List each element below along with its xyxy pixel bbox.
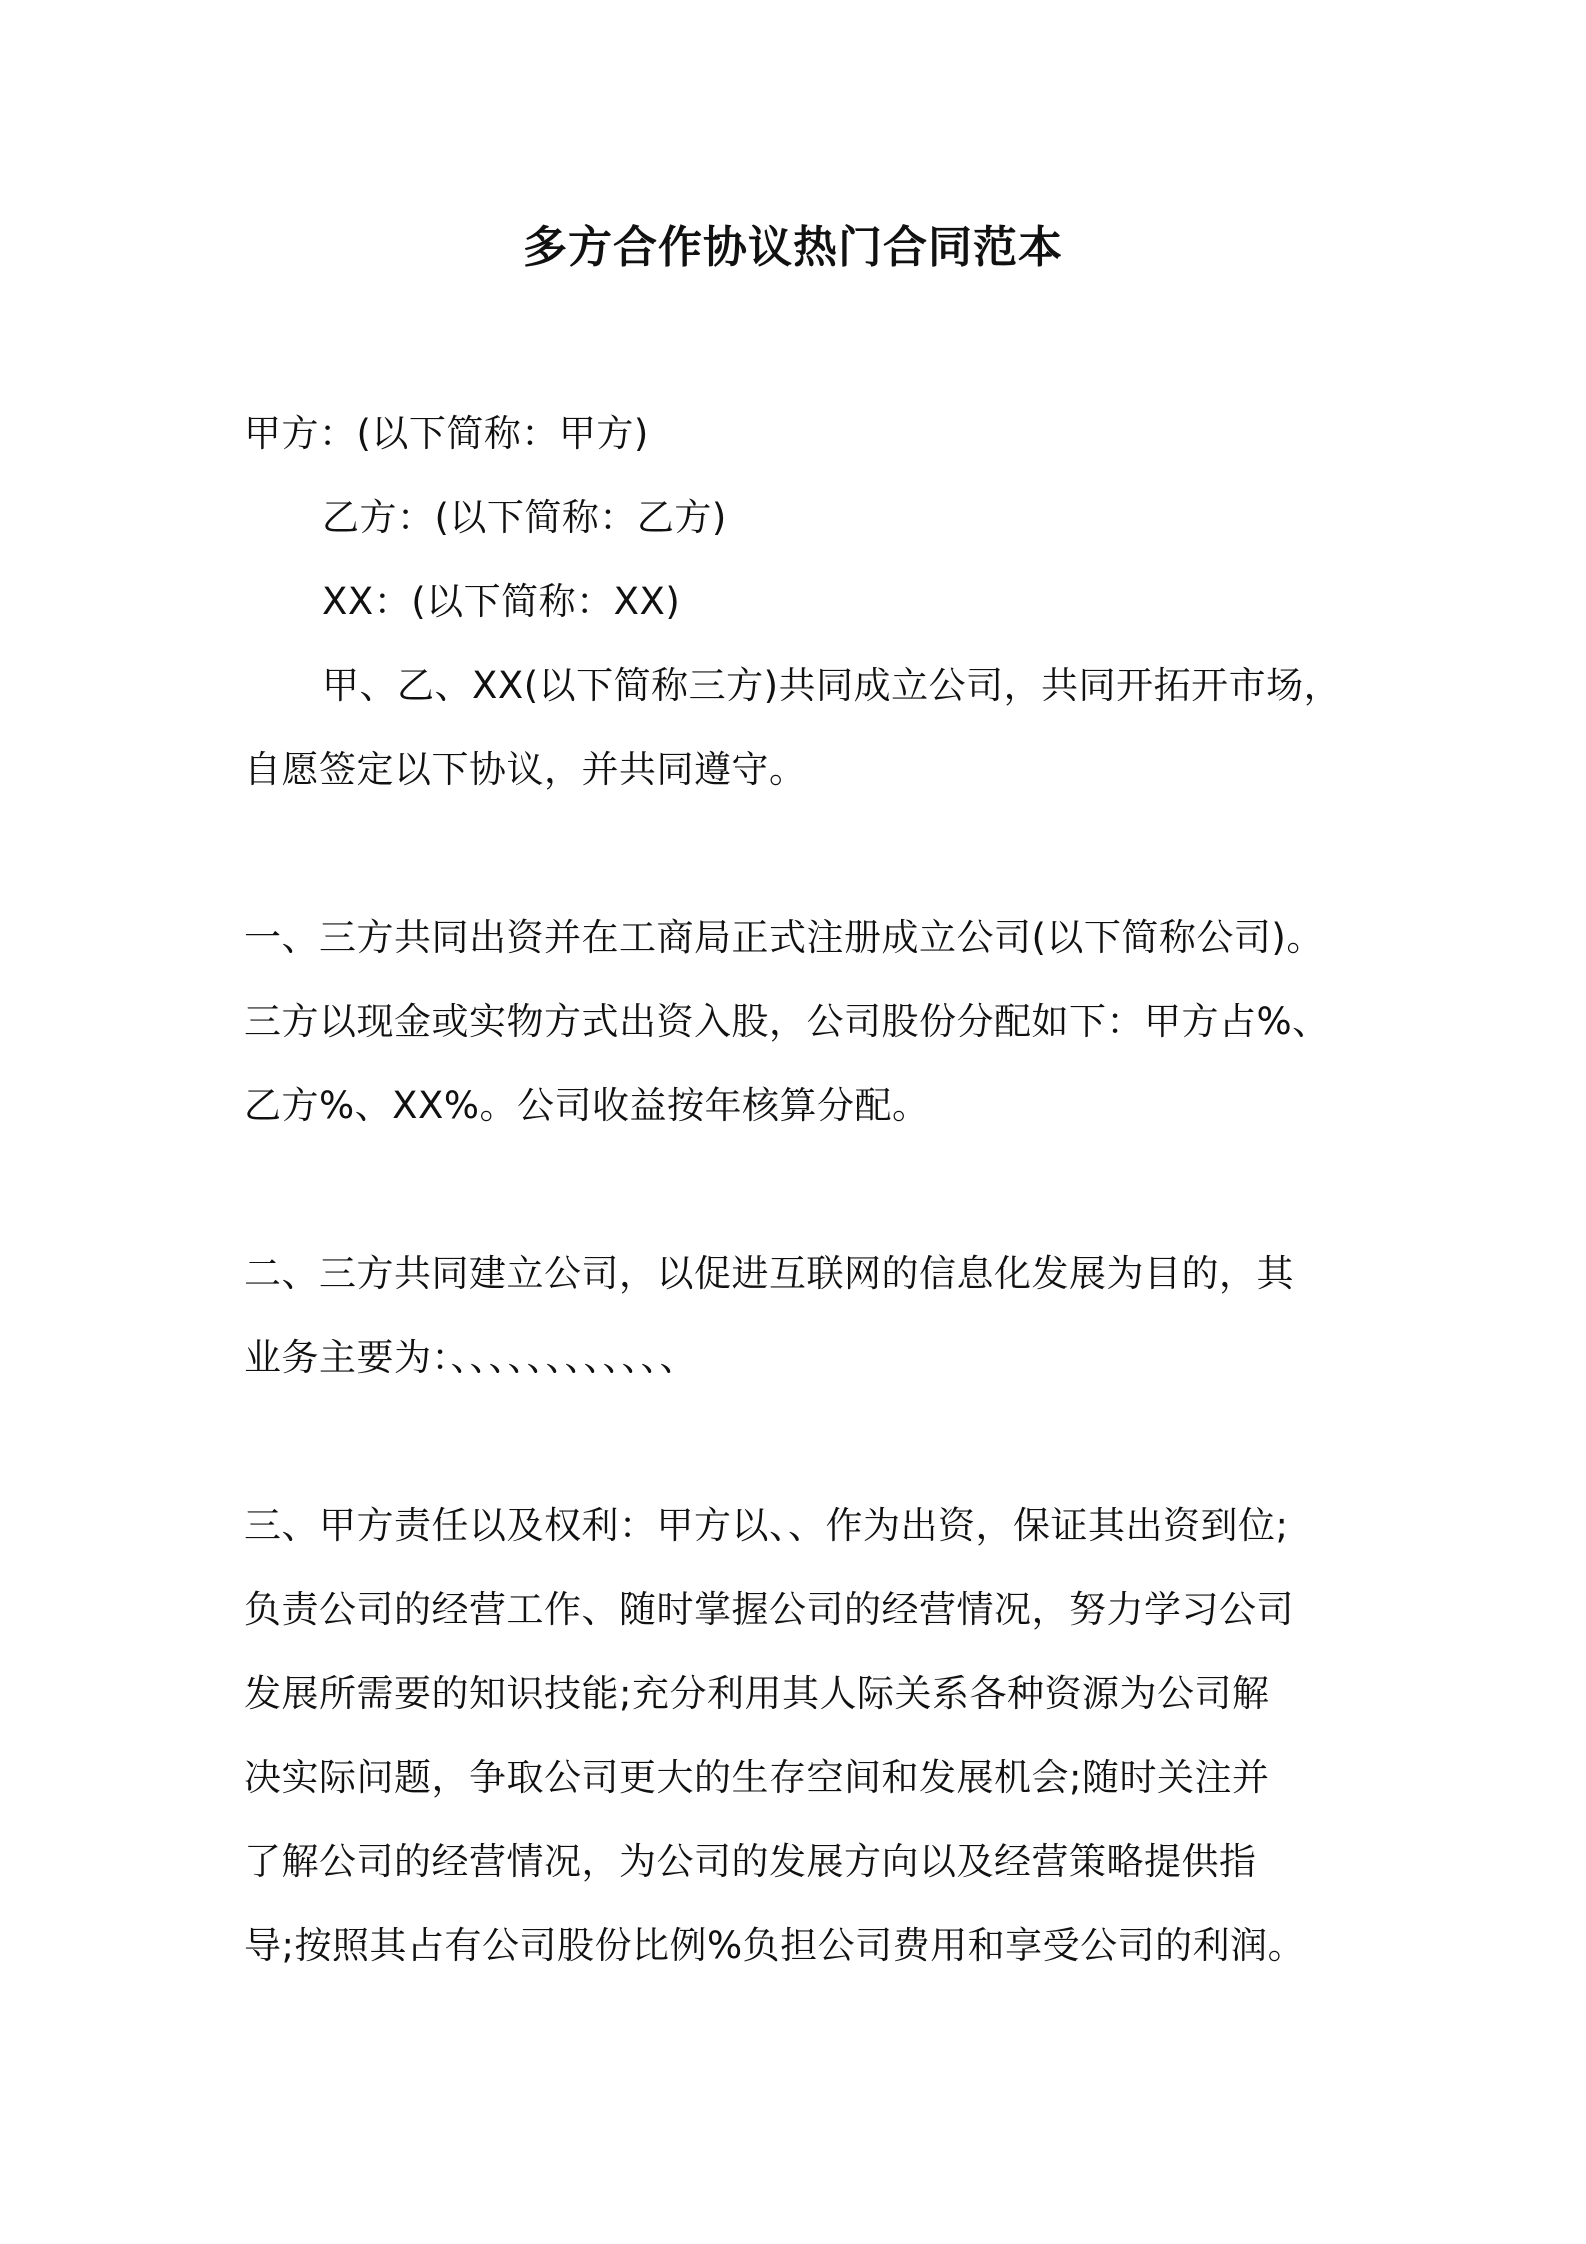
article-2-line-1: 二、三方共同建立公司，以促进互联网的信息化发展为目的，其 bbox=[244, 1252, 1294, 1295]
document-title: 多方合作协议热门合同范本 bbox=[523, 222, 1063, 273]
article-1-line-1: 一、三方共同出资并在工商局正式注册成立公司(以下简称公司)。 bbox=[244, 916, 1324, 959]
article-3-line-4: 决实际问题，争取公司更大的生存空间和发展机会;随时关注并 bbox=[244, 1756, 1270, 1799]
article-3-line-6: 导;按照其占有公司股份比例%负担公司费用和享受公司的利润。 bbox=[244, 1924, 1306, 1967]
article-3-line-3: 发展所需要的知识技能;充分利用其人际关系各种资源为公司解 bbox=[244, 1672, 1270, 1715]
party-a-line: 甲方：(以下简称：甲方) bbox=[244, 412, 649, 455]
article-1-line-3: 乙方%、XX%。公司收益按年核算分配。 bbox=[244, 1084, 930, 1127]
preamble-line-2: 自愿签定以下协议，并共同遵守。 bbox=[244, 748, 807, 791]
article-3-line-1: 三、甲方责任以及权利：甲方以、、作为出资，保证其出资到位; bbox=[244, 1504, 1289, 1547]
preamble-line-1: 甲、乙、XX(以下简称三方)共同成立公司，共同开拓开市场， bbox=[322, 664, 1342, 707]
article-2-line-2: 业务主要为：、、、、、、、、、、、、 bbox=[244, 1336, 697, 1379]
article-3-line-5: 了解公司的经营情况，为公司的发展方向以及经营策略提供指 bbox=[244, 1840, 1257, 1883]
article-1-line-2: 三方以现金或实物方式出资入股，公司股份分配如下：甲方占%、 bbox=[244, 1000, 1330, 1043]
party-b-line: 乙方：(以下简称：乙方) bbox=[322, 496, 727, 539]
party-x-line: XX：(以下简称：XX) bbox=[322, 580, 681, 623]
article-3-line-2: 负责公司的经营工作、随时掌握公司的经营情况，努力学习公司 bbox=[244, 1588, 1294, 1631]
